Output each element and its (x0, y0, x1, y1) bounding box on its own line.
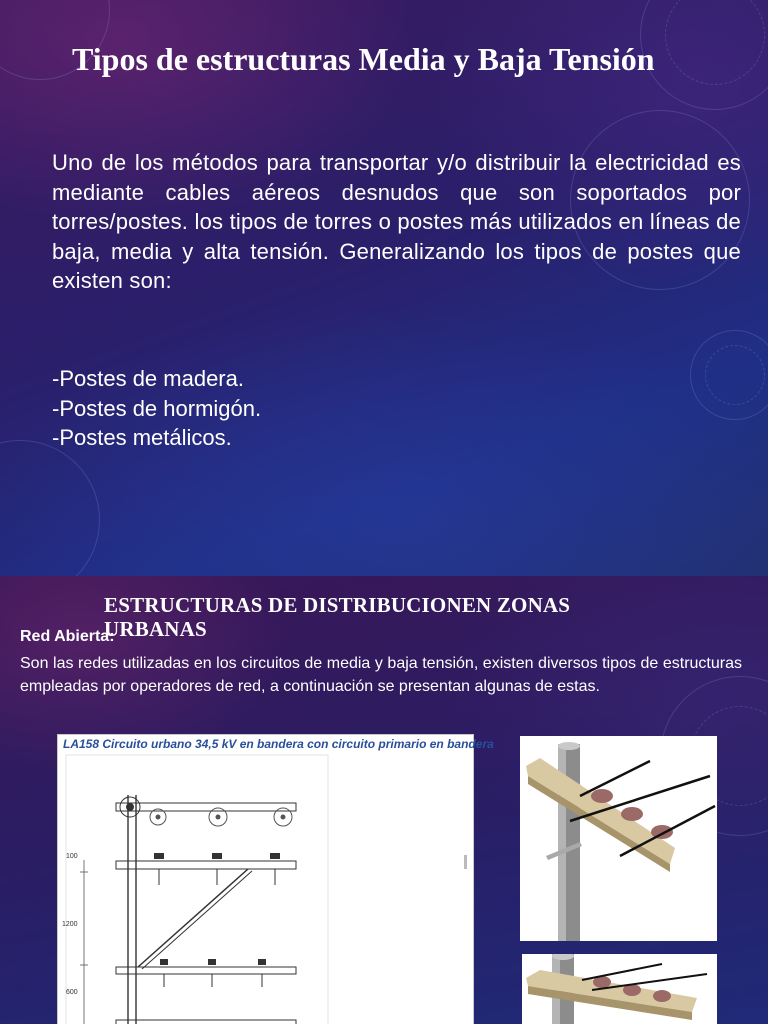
dimension-label: 600 (66, 989, 78, 996)
slide-2 (0, 576, 768, 1024)
structure-diagram (57, 734, 494, 1024)
intro-paragraph: Uno de los métodos para transportar y/o distribuir la electricidad es mediante cables aéreos desnudos que son soportados por torres/postes. los tipos de torres o postes más utilizados en líneas de baja, media y alta tensión. Generalizando los tipos de postes que existen son: (52, 150, 741, 294)
list-item: -Postes de hormigón. (52, 395, 262, 421)
crossarm-render (522, 954, 717, 1024)
diagram-title: LA158 Circuito urbano 34,5 kV en bandera con circuito primario en bandera (63, 737, 494, 751)
decorative-ring (705, 345, 765, 405)
dimension-label: 100 (66, 853, 78, 860)
list-item: -Postes de madera. (52, 366, 244, 391)
structure-drawing (58, 735, 475, 1024)
slide-title: Tipos de estructuras Media y Baja Tensión (72, 41, 655, 77)
section-subheading: Red Abierta: (20, 628, 115, 645)
crossarm-render (520, 736, 717, 941)
decorative-ring (0, 440, 100, 576)
list-item: -Postes metálicos. (52, 425, 232, 451)
section-paragraph: Son las redes utilizadas en los circuitos de media y baja tensión, existen diversos tipos de estructuras empleadas por operadores de red, a continuación se presentan algunas de estas. (20, 655, 742, 695)
slide-title: ESTRUCTURAS DE DISTRIBUCIONEN ZONAS URBANAS (104, 593, 571, 641)
dimension-label: 1200 (62, 921, 78, 928)
pole-type-list (52, 364, 452, 453)
